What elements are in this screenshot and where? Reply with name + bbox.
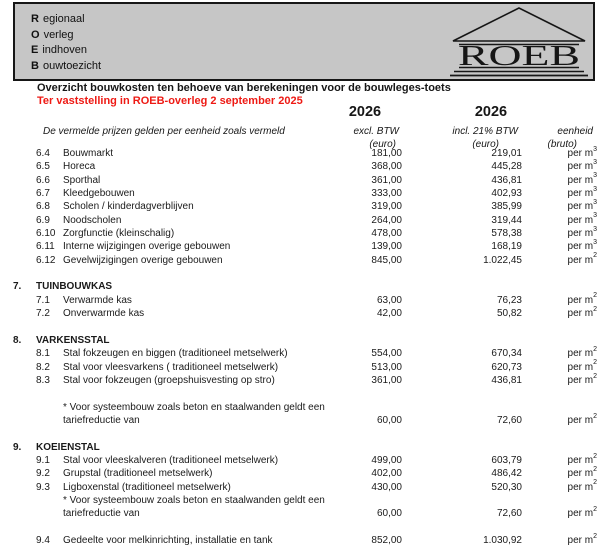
- table-row: [13, 240, 597, 253]
- item-label: Grupstal (traditioneel metselwerk): [63, 468, 213, 480]
- price-incl-btw: 50,82: [496, 308, 522, 320]
- section-number-cell: [13, 174, 36, 187]
- section-number-cell: [13, 214, 36, 227]
- spacer-cell: [13, 401, 36, 414]
- table-row: [13, 294, 597, 307]
- unit-cell: per $m^3$: [567, 212, 597, 226]
- table-row: [13, 147, 597, 160]
- item-label: Stal voor vleesvarkens ( traditioneel metselwerk): [63, 361, 279, 373]
- item-label: Verwarmde kas: [63, 294, 132, 306]
- price-incl-btw: 578,38: [491, 228, 522, 240]
- price-excl-btw: 361,00: [371, 174, 402, 186]
- item-label: Onverwarmde kas: [63, 308, 145, 320]
- unit-cell: per $m^3$: [567, 172, 597, 186]
- price-excl-btw: 478,00: [371, 228, 402, 240]
- price-incl-btw: 620,73: [491, 361, 522, 373]
- unit-cell: per $m^2$: [567, 412, 597, 426]
- table-row: [13, 534, 597, 547]
- price-incl-btw: 520,30: [491, 481, 522, 493]
- section-row: [13, 334, 597, 347]
- item-label: Sporthal: [63, 174, 101, 186]
- section-number-cell: [13, 307, 36, 320]
- note-row: [13, 401, 597, 414]
- unit-exponent: 2: [593, 479, 597, 487]
- table-row: [13, 374, 597, 387]
- item-number: 7.2: [36, 308, 50, 320]
- item-number: 9.4: [36, 534, 50, 546]
- unit-cell: per $m^2$: [567, 359, 597, 373]
- spacer-cell: [36, 401, 63, 414]
- item-label: Bouwmarkt: [63, 148, 114, 159]
- item-number: [36, 507, 63, 520]
- price-excl-btw: 319,00: [371, 201, 402, 213]
- table-row: [13, 307, 597, 320]
- unit-cell: per $m^2$: [567, 465, 597, 480]
- unit-exponent: 2: [593, 532, 597, 540]
- unit-exponent: 2: [593, 252, 597, 260]
- item-label: Horeca: [63, 161, 96, 173]
- item-number: 6.11: [36, 241, 55, 253]
- section-number-cell: [13, 147, 36, 160]
- price-incl-btw: 1.022,45: [483, 254, 522, 266]
- unit-cell: per $m^2$: [567, 479, 597, 493]
- price-excl-btw: 852,00: [371, 534, 402, 546]
- unit-exponent: 3: [593, 225, 597, 233]
- price-incl-btw: 72,60: [496, 508, 522, 520]
- unit-cell: per $m^3$: [567, 199, 597, 213]
- unit-exponent: 3: [593, 212, 597, 220]
- price-excl-btw: 264,00: [371, 214, 402, 226]
- price-incl-btw: 385,99: [491, 201, 522, 213]
- section-row: [13, 280, 597, 293]
- spacer-cell: [36, 494, 63, 507]
- item-number: 6.8: [36, 201, 50, 213]
- item-number: 6.10: [36, 228, 56, 240]
- item-number: 9.2: [36, 468, 50, 480]
- price-excl-btw: 333,00: [371, 188, 402, 200]
- acronym-initial: O: [31, 28, 40, 41]
- table-row: [13, 481, 597, 494]
- spacer-row: [13, 320, 597, 333]
- note-row: [13, 494, 597, 507]
- table-row: [13, 214, 597, 227]
- item-label: Gedeelte voor melkinrichting, installatie en tank: [63, 534, 273, 546]
- unit-cell: per $m^3$: [567, 159, 597, 173]
- table-row: [13, 361, 597, 374]
- price-incl-btw: 436,81: [491, 174, 522, 186]
- price-excl-btw: 63,00: [376, 294, 402, 306]
- price-excl-btw: 430,00: [371, 481, 402, 493]
- unit-exponent: 2: [593, 412, 597, 420]
- item-number: 6.7: [36, 188, 50, 200]
- price-excl-btw: 845,00: [371, 254, 402, 266]
- spacer-row: [13, 267, 597, 280]
- price-excl-btw: 513,00: [371, 361, 402, 373]
- section-title: TUINBOUWKAS: [36, 281, 113, 293]
- item-label: tariefreductie van: [63, 414, 140, 426]
- spacer-row: [13, 387, 597, 400]
- unit-exponent: 2: [593, 359, 597, 367]
- price-incl-btw: 445,28: [491, 161, 522, 173]
- item-number: 8.2: [36, 361, 50, 373]
- section-number-cell: [13, 187, 36, 200]
- col-header-eenheid: eenheid: [557, 126, 593, 137]
- item-label: Stal voor vleeskalveren (traditioneel metselwerk): [63, 454, 279, 466]
- section-number-cell: [13, 294, 36, 307]
- doc-title: Overzicht bouwkosten ten behoeve van berekeningen voor de bouwleges-toets: [37, 82, 451, 94]
- section-number: 8.: [13, 334, 22, 346]
- price-incl-btw: 219,01: [491, 148, 522, 159]
- price-excl-btw: 181,00: [371, 148, 402, 159]
- item-number: 9.3: [36, 481, 50, 493]
- table-row: [13, 347, 597, 360]
- table-row: [13, 160, 597, 173]
- unit-cell: per $m^2$: [567, 345, 597, 360]
- col-header-incl-btw: incl. 21% BTW: [452, 126, 518, 137]
- item-label: Zorgfunctie (kleinschalig): [63, 228, 175, 240]
- year-header-excl: 2026: [348, 104, 382, 120]
- table-row: [13, 467, 597, 480]
- spacer-row: [13, 427, 597, 440]
- section-number-cell: [13, 240, 36, 253]
- item-number: 7.1: [36, 294, 50, 306]
- unit-exponent: 3: [593, 172, 597, 180]
- acronym-rest: verleg: [43, 28, 74, 41]
- price-incl-btw: 319,44: [491, 214, 522, 226]
- section-number-cell: [13, 467, 36, 480]
- note-text: * Voor systeembouw zoals beton en staalwanden geldt een: [63, 494, 325, 506]
- roeb-header-box: [13, 2, 595, 81]
- item-number: 6.6: [36, 174, 50, 186]
- item-label: Scholen / kinderdagverblijven: [63, 201, 194, 213]
- table-row: [13, 227, 597, 240]
- price-incl-btw: 603,79: [491, 454, 522, 466]
- roeb-logo-icon: [450, 6, 588, 78]
- price-incl-btw: 76,23: [496, 294, 522, 306]
- price-table: [13, 147, 597, 547]
- unit-cell: per $m^3$: [567, 185, 597, 200]
- price-incl-btw: 1.030,92: [483, 534, 522, 546]
- unit-cell: per $m^3$: [567, 239, 597, 253]
- acronym-rest: egionaal: [42, 13, 85, 25]
- section-number-cell: [13, 481, 36, 494]
- unit-exponent: 2: [593, 505, 597, 513]
- section-number-cell: [13, 347, 36, 360]
- section-number-cell: [13, 200, 36, 213]
- item-number: 9.1: [36, 454, 50, 466]
- item-number: 8.1: [36, 348, 50, 360]
- section-number-cell: [13, 534, 36, 547]
- col-subheader-euro-incl: (euro): [472, 139, 499, 150]
- price-excl-btw: 60,00: [376, 414, 402, 426]
- section-row: [13, 441, 597, 454]
- unit-cell: per $m^2$: [567, 252, 597, 266]
- intro-note: De vermelde prijzen gelden per eenheid zoals vermeld: [43, 126, 285, 137]
- table-row: [13, 414, 597, 427]
- unit-exponent: 3: [593, 199, 597, 207]
- unit-cell: per $m^2$: [567, 305, 597, 320]
- section-number-cell: [13, 374, 36, 387]
- price-incl-btw: 436,81: [491, 374, 522, 386]
- acronym-initial: R: [31, 13, 39, 25]
- price-excl-btw: 60,00: [376, 508, 402, 520]
- price-excl-btw: 554,00: [371, 348, 402, 360]
- item-label: Stal fokzeugen en biggen (traditioneel metselwerk): [63, 348, 288, 360]
- section-number-cell: [13, 414, 36, 427]
- acronym-initial: B: [31, 59, 39, 72]
- unit-exponent: 3: [593, 145, 597, 153]
- spacer-row: [13, 521, 597, 534]
- table-row: [13, 507, 597, 520]
- note-text: * Voor systeembouw zoals beton en staalwanden geldt een: [63, 401, 325, 413]
- item-number: 6.9: [36, 214, 50, 226]
- table-row: [13, 254, 597, 267]
- table-row: [13, 200, 597, 213]
- table-row: [13, 187, 597, 200]
- acronym-rest: ouwtoezicht: [42, 59, 102, 72]
- acronym-initial: E: [31, 44, 39, 56]
- section-number: 9.: [13, 441, 22, 453]
- price-incl-btw: 168,19: [491, 241, 522, 253]
- section-number-cell: [13, 254, 36, 267]
- acronym-line-overleg: [31, 28, 101, 44]
- unit-exponent: 2: [593, 292, 597, 300]
- price-excl-btw: 368,00: [371, 161, 402, 173]
- item-label: Interne wijzigingen overige gebouwen: [63, 241, 231, 253]
- section-number-cell: [13, 160, 36, 173]
- col-subheader-bruto: (bruto): [547, 139, 577, 150]
- item-label: Stal voor fokzeugen (groepshuisvesting op stro): [63, 374, 275, 386]
- item-number: [36, 414, 63, 427]
- acronym-line-bouwtoezicht: [31, 59, 101, 75]
- price-excl-btw: 139,00: [371, 241, 402, 253]
- unit-cell: per $m^2$: [567, 372, 597, 386]
- item-label: Ligboxenstal (traditioneel metselwerk): [63, 481, 231, 493]
- acronym-line-regionaal: [31, 12, 101, 28]
- item-label: Noodscholen: [63, 214, 122, 226]
- unit-exponent: 2: [593, 465, 597, 473]
- unit-cell: per $m^3$: [567, 225, 597, 240]
- price-incl-btw: 72,60: [496, 414, 522, 426]
- unit-exponent: 2: [593, 305, 597, 313]
- price-incl-btw: 486,42: [491, 468, 522, 480]
- roeb-acronym: [31, 12, 101, 74]
- section-number-cell: [13, 361, 36, 374]
- unit-exponent: 2: [593, 452, 597, 460]
- section-title: VARKENSSTAL: [36, 334, 110, 346]
- section-number-cell: [13, 454, 36, 467]
- section-number: 7.: [13, 281, 22, 293]
- price-excl-btw: 361,00: [371, 374, 402, 386]
- roeb-logo-text: ROEB: [458, 40, 580, 72]
- section-number-cell: [13, 507, 36, 520]
- unit-exponent: 2: [593, 372, 597, 380]
- price-incl-btw: 670,34: [491, 348, 522, 360]
- price-excl-btw: 42,00: [376, 308, 402, 320]
- item-label: Kleedgebouwen: [63, 188, 135, 200]
- unit-exponent: 3: [593, 159, 597, 167]
- unit-cell: per $m^3$: [567, 145, 597, 159]
- unit-cell: per $m^2$: [567, 505, 597, 520]
- item-number: 8.3: [36, 374, 50, 386]
- item-number: 6.4: [36, 148, 50, 159]
- unit-cell: per $m^2$: [567, 532, 597, 546]
- item-label: Gevelwijzigingen overige gebouwen: [63, 254, 223, 266]
- table-row: [13, 174, 597, 187]
- unit-cell: per $m^2$: [567, 292, 597, 306]
- col-header-excl-btw: excl. BTW: [353, 126, 399, 137]
- year-header-incl: 2026: [474, 104, 508, 120]
- col-subheader-euro-excl: (euro): [369, 139, 396, 150]
- table-row: [13, 454, 597, 467]
- unit-exponent: 3: [593, 185, 597, 193]
- item-number: 6.5: [36, 161, 50, 173]
- unit-exponent: 2: [593, 345, 597, 353]
- unit-exponent: 3: [593, 239, 597, 247]
- item-number: 6.12: [36, 254, 56, 266]
- item-label: tariefreductie van: [63, 508, 140, 520]
- price-excl-btw: 402,00: [371, 468, 402, 480]
- section-number-cell: [13, 227, 36, 240]
- acronym-rest: indhoven: [42, 44, 87, 56]
- price-incl-btw: 402,93: [491, 188, 522, 200]
- price-excl-btw: 499,00: [371, 454, 402, 466]
- doc-subtitle: Ter vaststelling in ROEB-overleg 2 september 2025: [37, 95, 303, 107]
- section-title: KOEIENSTAL: [36, 441, 100, 453]
- unit-cell: per $m^2$: [567, 452, 597, 466]
- acronym-line-eindhoven: [31, 43, 101, 59]
- spacer-cell: [13, 494, 36, 507]
